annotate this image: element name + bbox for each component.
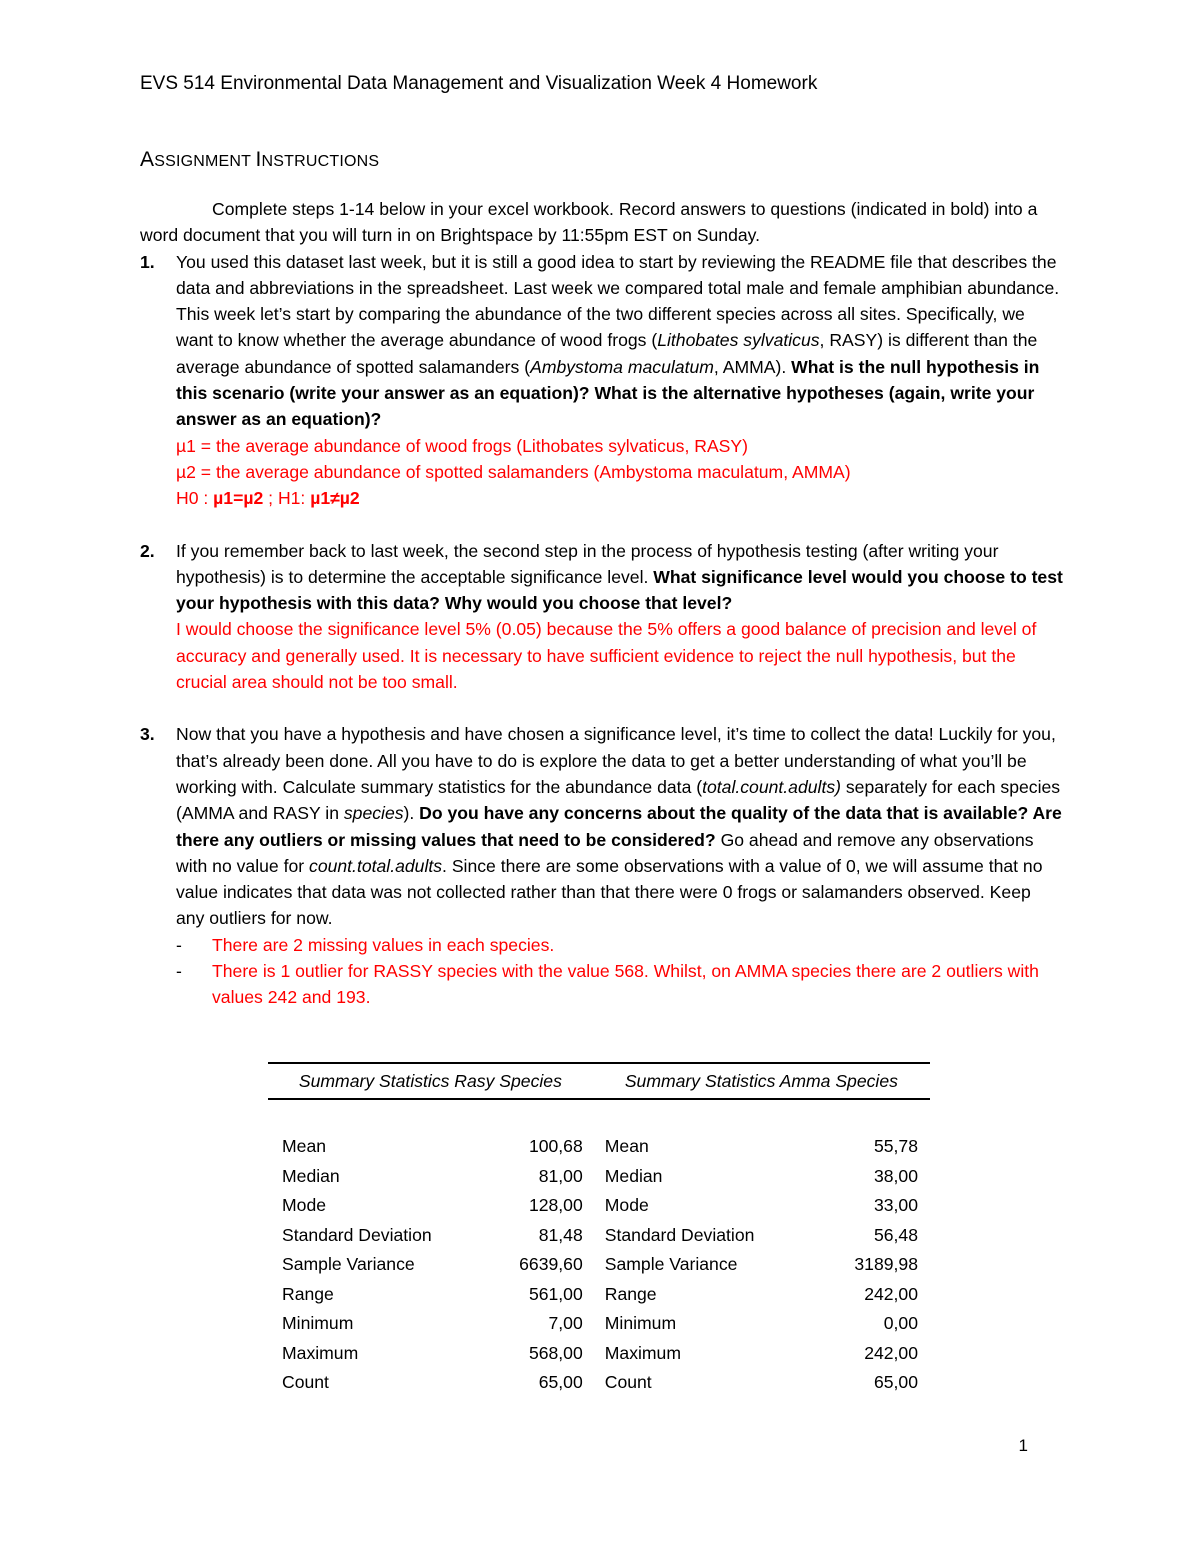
page-number: 1	[1018, 1436, 1028, 1455]
summary-statistics-table	[268, 1062, 930, 1398]
answer-h1: µ1≠µ2	[310, 488, 360, 509]
stat-label: Median	[604, 1165, 663, 1186]
question-text	[176, 721, 1064, 931]
question-text-part: If you remember back to last week, the second step in the process of hypothesis testing (after writing your hypothesis) is to determine the acceptable significance level.	[176, 540, 999, 587]
stat-value-rasy: 568,00	[528, 1342, 583, 1363]
species-name: Ambystoma maculatum	[530, 356, 714, 377]
stat-label: Mean	[604, 1136, 649, 1157]
answer-bullet	[176, 932, 1064, 958]
stat-value-amma: 38,00	[873, 1165, 918, 1186]
question-2	[140, 538, 1064, 696]
question-1	[140, 249, 1064, 512]
question-text-part: , AMMA).	[713, 356, 792, 377]
stat-label: Range	[604, 1283, 657, 1304]
table-row	[268, 1250, 930, 1280]
stat-label: Minimum	[604, 1313, 677, 1334]
stat-value-rasy: 81,48	[538, 1224, 583, 1245]
section-title-rest-i: NSTRUCTIONS	[261, 153, 380, 170]
table-row	[268, 1280, 930, 1310]
answer-text-part: H0 :	[176, 488, 214, 509]
stat-label: Standard Deviation	[604, 1224, 755, 1245]
intro-paragraph: Complete steps 1-14 below in your excel workbook. Record answers to questions (indicated in bold) into a word document that you will turn in on Brightspace by 11:55pm EST on Sunday.	[140, 199, 1038, 246]
answer-line: µ1 = the average abundance of wood frogs (Lithobates sylvaticus, RASY)	[176, 435, 749, 456]
stat-label: Count	[282, 1372, 329, 1393]
answer-paragraph: I would choose the significance level 5% (0.05) because the 5% offers a good balance of precision and level of accuracy and generally used. It is necessary to have sufficient evidence to reject the null hypothesis, but the crucial area should not be too small.	[176, 619, 1037, 693]
stat-value-rasy: 561,00	[528, 1283, 583, 1304]
answer-hypotheses	[176, 485, 1064, 511]
stat-value-rasy: 81,00	[538, 1165, 583, 1186]
stat-label: Range	[282, 1283, 334, 1304]
question-bold: What is the null hypothesis in this scenario (write your answer as an equation)? What is the alternative hypotheses (again, write your answer as an equation)?	[176, 356, 1040, 430]
table-header-amma: Summary Statistics Amma Species	[593, 1063, 930, 1099]
table-row	[268, 1368, 930, 1398]
question-text	[176, 249, 1064, 433]
question-number: 2.	[140, 540, 155, 561]
stat-label: Sample Variance	[604, 1254, 738, 1275]
bullet-dash: -	[176, 934, 182, 955]
stat-value-amma: 0,00	[883, 1313, 918, 1334]
section-title-initial-i: I	[255, 148, 262, 171]
answer-bullet	[176, 958, 1064, 1011]
table-header-rasy: Summary Statistics Rasy Species	[268, 1063, 593, 1099]
stat-label: Mode	[604, 1195, 649, 1216]
table-row	[268, 1162, 930, 1192]
stat-value-rasy: 100,68	[528, 1136, 583, 1157]
stat-label: Minimum	[282, 1313, 354, 1334]
question-bold: What significance level would you choose to test your hypothesis with this data? Why would you choose that level?	[176, 566, 1063, 614]
table-header-row	[268, 1063, 930, 1099]
table-row	[268, 1191, 930, 1221]
answer-bullet-text: There is 1 outlier for RASSY species with the value 568. Whilst, on AMMA species there are 2 outliers with values 242 and 193.	[212, 961, 1039, 1008]
stat-value-amma: 65,00	[873, 1372, 918, 1393]
stat-value-amma: 33,00	[873, 1195, 918, 1216]
stat-value-amma: 242,00	[864, 1283, 918, 1304]
question-text-part: Go ahead and remove any observations with no value for	[176, 829, 1034, 876]
stat-value-rasy: 7,00	[548, 1313, 583, 1334]
question-text	[176, 538, 1064, 617]
page-header: EVS 514 Environmental Data Management and Visualization Week 4 Homework	[140, 73, 818, 94]
question-number: 1.	[140, 251, 155, 272]
table-row	[268, 1309, 930, 1339]
table-row	[268, 1221, 930, 1251]
question-text-part: You used this dataset last week, but it is still a good idea to start by reviewing the README file that describes the data and abbreviations in the spreadsheet. Last week we compared total male and female amphibian abundance. This week let’s start by comparing the abundance of the two different species across all sites. Specifically, we want to know whether the average abundance of wood frogs (	[176, 251, 1060, 351]
stat-label: Median	[282, 1165, 340, 1186]
field-name: count.total.adults	[309, 855, 443, 876]
stat-label: Mode	[282, 1195, 327, 1216]
question-text-part: separately for each species (AMMA and RASY in	[176, 776, 1061, 824]
stat-label: Maximum	[604, 1342, 681, 1363]
section-title-rest-a: SSIGNMENT	[154, 153, 256, 170]
question-bold: Do you have any concerns about the quality of the data that is available? Are there any outliers or missing values that need to be considered?	[176, 803, 1062, 850]
question-text-part: , RASY) is different than the average abundance of spotted salamanders (	[176, 330, 1038, 377]
species-name: Lithobates sylvaticus	[657, 330, 820, 351]
question-text-part: ).	[403, 803, 420, 824]
field-name: species	[343, 803, 404, 824]
stat-value-rasy: 6639,60	[519, 1254, 583, 1275]
stat-value-amma: 56,48	[873, 1224, 918, 1245]
stat-label: Maximum	[282, 1342, 359, 1363]
question-3	[140, 721, 1064, 1010]
section-title	[140, 147, 379, 175]
stat-label: Sample Variance	[282, 1254, 415, 1275]
answer-text-part: ; H1:	[263, 488, 311, 509]
question-text-part: . Since there are some observations with a value of 0, we will assume that no value indicates that data was not collected rather than that there were 0 frogs or salamanders observed. Keep any outliers for now.	[176, 855, 1043, 929]
document-body	[140, 196, 1064, 1011]
stat-value-amma: 3189,98	[854, 1254, 918, 1275]
stat-value-rasy: 65,00	[538, 1372, 583, 1393]
stat-label: Count	[604, 1372, 652, 1393]
stat-label: Mean	[282, 1136, 327, 1157]
field-name: total.count.adults)	[702, 776, 841, 797]
question-number: 3.	[140, 724, 155, 745]
table-row	[268, 1132, 930, 1162]
answer-bullet-text: There are 2 missing values in each species.	[212, 934, 555, 955]
bullet-dash: -	[176, 961, 182, 982]
table-row	[268, 1339, 930, 1369]
section-title-initial-a: A	[140, 148, 155, 171]
question-text-part: Now that you have a hypothesis and have chosen a significance level, it’s time to collect the data! Luckily for you, that’s already been done. All you have to do is explore the data to get a better understanding of what you’ll be working with. Calculate summary statistics for the abundance data (	[176, 724, 1056, 797]
stat-value-amma: 242,00	[864, 1342, 918, 1363]
answer-h0: µ1=µ2	[213, 488, 264, 509]
stat-label: Standard Deviation	[282, 1224, 432, 1245]
stat-value-amma: 55,78	[873, 1136, 918, 1157]
stat-value-rasy: 128,00	[528, 1195, 583, 1216]
answer-line: µ2 = the average abundance of spotted salamanders (Ambystoma maculatum, AMMA)	[176, 461, 851, 482]
